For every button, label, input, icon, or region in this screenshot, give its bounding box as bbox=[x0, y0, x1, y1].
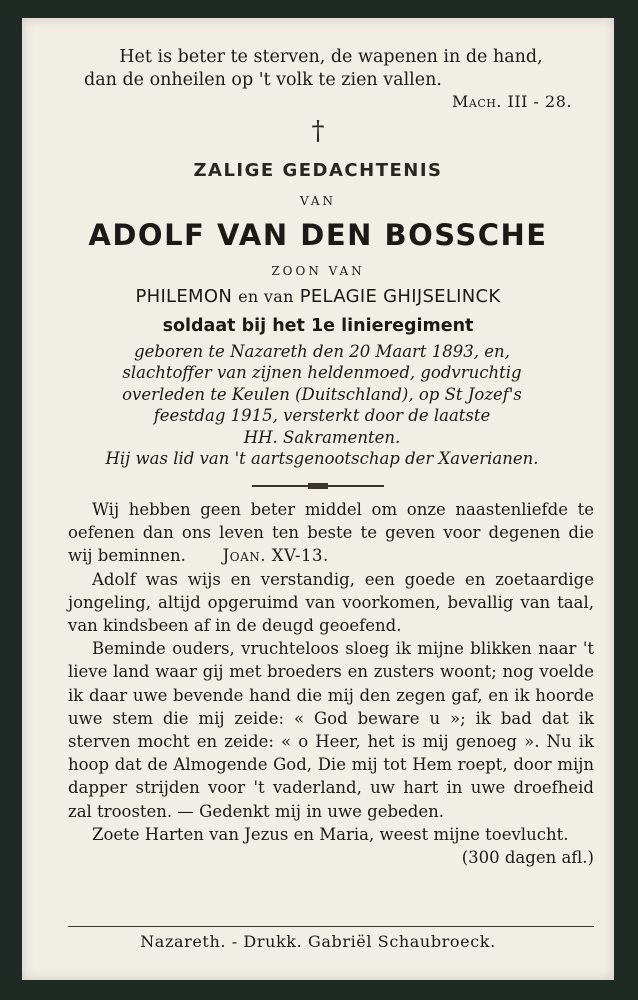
scripture-text: Wij hebben geen beter middel om onze naastenliefde te oefenen dan ons leven ten beste te geven voor degenen die wij beminnen. bbox=[68, 500, 594, 566]
motto-reference: Mach. III - 28. bbox=[452, 92, 572, 111]
bio-line: slachtoffer van zijnen heldenmoed, godvruchtig bbox=[122, 363, 522, 383]
and-of-label: en van bbox=[238, 287, 294, 306]
paragraph-character: Adolf was wijs en verstandig, een goede en zoetaardige jongeling, altijd opgeruimd van voorkomen, bevallig van taal, van kindsbeen af in de deugd geoefend. bbox=[68, 569, 594, 636]
biography bbox=[52, 341, 592, 469]
regiment-line: soldaat bij het 1e linieregiment bbox=[162, 316, 474, 336]
ornamental-divider bbox=[252, 484, 384, 487]
paragraph-scripture bbox=[68, 498, 594, 568]
bio-line: feestdag 1915, versterkt door de laatste bbox=[153, 406, 491, 426]
memorial-title: ZALIGE GEDACHTENIS bbox=[193, 160, 443, 181]
indulgence-note: (300 dagen afl.) bbox=[461, 848, 594, 868]
van-label: VAN bbox=[299, 194, 337, 208]
deceased-name: ADOLF VAN DEN BOSSCHE bbox=[88, 218, 548, 252]
son-of-label: ZOON VAN bbox=[271, 264, 365, 278]
prayer-text: Zoete Harten van Jezus en Maria, weest mijne toevlucht. bbox=[92, 824, 569, 844]
divider-center-mark bbox=[308, 483, 328, 489]
bio-line: overleden te Keulen (Duitschland), op St Jozef's bbox=[122, 384, 522, 404]
bio-line: HH. Sakramenten. bbox=[243, 427, 401, 447]
mother-name: PELAGIE GHIJSELINCK bbox=[299, 286, 501, 307]
printer-divider bbox=[68, 926, 594, 927]
parents-line bbox=[22, 286, 614, 307]
motto-line-2: dan de onheilen op 't volk te zien vallen. bbox=[84, 70, 442, 90]
bio-line: Hij was lid van 't aartsgenootschap der Xaverianen. bbox=[105, 449, 539, 469]
printer-credit: Nazareth. - Drukk. Gabriël Schaubroeck. bbox=[140, 932, 496, 951]
paragraph-farewell: Beminde ouders, vruchteloos sloeg ik mijne blikken naar 't lieve land waar gij met broeders en zusters woont; nog voelde ik daar uwe bevende hand die mij den zegen gaf, en ik hoorde uwe stem die mij zeide: « God beware u »; ik bad dat ik sterven mocht en zeide: « o Heer, het is mij genoeg ». Nu ik hoop dat de Almogende God, Die mij tot Hem roept, door mijn dapper strijden voor 't vaderland, uw hart in uwe droefheid zal troosten. — Gedenkt mij in uwe gebeden. bbox=[68, 639, 594, 821]
scripture-reference: Joan. XV-13. bbox=[222, 546, 329, 566]
memorial-text bbox=[68, 498, 594, 869]
paragraph-prayer bbox=[68, 823, 594, 868]
memorial-card bbox=[22, 18, 614, 980]
father-name: PHILEMON bbox=[135, 286, 233, 307]
motto-line-1: Het is beter te sterven, de wapenen in de hand, bbox=[119, 47, 543, 67]
bio-line: geboren te Nazareth den 20 Maart 1893, en, bbox=[134, 342, 510, 361]
cross-icon: † bbox=[311, 116, 325, 146]
